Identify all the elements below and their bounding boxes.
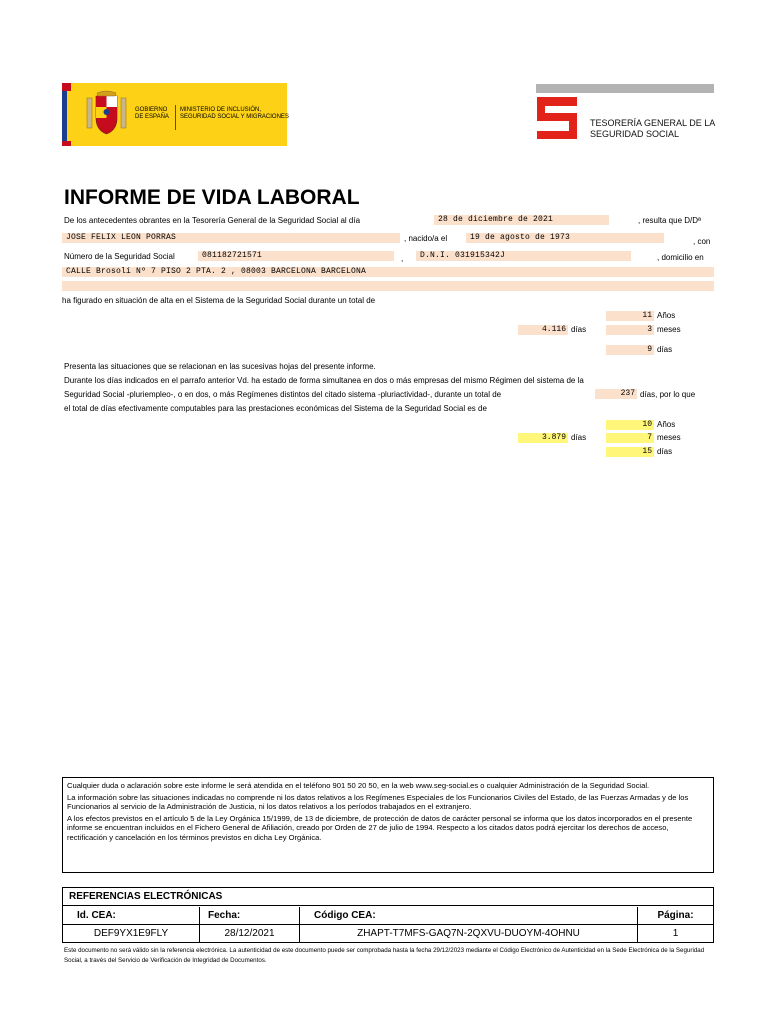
id-cea-header: Id. CEA:	[63, 907, 200, 925]
references-value-row	[63, 925, 713, 943]
fecha-value: 28/12/2021	[200, 925, 300, 943]
ministry-name: MINISTERIO DE INCLUSIÓN, SEGURIDAD SOCIAL Y MIGRACIONES	[180, 107, 289, 120]
references-title: REFERENCIAS ELECTRÓNICAS	[63, 888, 713, 906]
domicilio-label: , domicilio en	[657, 253, 704, 262]
tgss-name: TESORERÍA GENERAL DE LA SEGURIDAD SOCIAL	[590, 118, 715, 139]
ss-number-field: 081182721571	[198, 251, 394, 261]
contact-paragraph: Cualquier duda o aclaración sobre este informe le será atendida en el teléfono 901 50 20 50, en la web www.seg-social.es o cualquier Administración de la Seguridad Social.	[67, 781, 650, 790]
eff-rem-days-label: días	[657, 447, 673, 456]
validity-note: Este documento no será válido sin la referencia electrónica. La autenticidad de este documento puede ser comprobada hasta la fecha 29/12/2023 mediante el Código Electrónico de Autenticidad en la Sede Electrónica de la Seguridad Social, a través del Servicio de Verificación de Integridad de Documentos.	[64, 947, 705, 964]
privacy-paragraph: A los efectos previstos en el artículo 5 de la Ley Orgánica 15/1999, de 13 de diciembre, de protección de datos de carácter personal se informa que los datos incorporados en el presente informe se encuentran incluidos en el Fichero General de Afiliación, creado por Orden de 27 de julio de 1994. Respecto a los citados datos podrá ejercitar los derechos de acceso, rectificación y cancelación en los términos previstos en dicha Ley Orgánica.	[67, 813, 693, 842]
references-header-row	[63, 907, 713, 925]
electronic-references-table	[62, 887, 714, 943]
gov-name: GOBIERNO DE ESPAÑA	[135, 107, 169, 120]
government-logo	[62, 83, 287, 146]
flag-stripe-icon	[62, 83, 71, 146]
tgss-logo-icon	[535, 97, 579, 139]
eff-days-value: 3.879	[518, 433, 568, 443]
codigo-cea-header: Código CEA:	[300, 907, 638, 925]
eff-years-value: 10	[606, 420, 654, 430]
pagina-header: Página:	[638, 907, 713, 925]
computable-text: el total de días efectivamente computables para las prestaciones económicas del Sistema de la Seguridad Social es de	[64, 404, 487, 413]
scope-paragraph: La información sobre las situaciones indicadas no comprende ni los datos relativos a los Regímenes Especiales de los Funcionarios Civiles del Estado, de las Fuerzas Armadas y de los Funcionarios al servicio de la Administración de Justicia, ni los datos relativos a los períodos trabajados en el extranjero.	[67, 792, 689, 811]
report-date-field: 28 de diciembre de 2021	[434, 215, 609, 225]
pluriactividad-text: Seguridad Social -pluriempleo-, o en dos, o más Regímenes distintos del citado sistema -pluriactividad-, durante un total de	[64, 390, 502, 399]
total-years-value: 11	[606, 311, 654, 321]
ss-number-label: Número de la Seguridad Social	[64, 252, 175, 261]
birth-date-field: 19 de agosto de 1973	[466, 233, 664, 243]
fecha-header: Fecha:	[200, 907, 300, 925]
pluri-days-suffix: días, por lo que	[640, 390, 696, 399]
logo-divider	[175, 105, 176, 130]
page-title: INFORME DE VIDA LABORAL	[64, 186, 360, 209]
name-field: JOSE FELIX LEON PORRAS	[62, 233, 400, 243]
months-label: meses	[657, 325, 681, 334]
eff-months-value: 7	[606, 433, 654, 443]
coat-of-arms-icon	[84, 90, 129, 140]
eff-rem-days-value: 15	[606, 447, 654, 457]
total-rem-days-value: 9	[606, 345, 654, 355]
tgss-top-bar	[536, 84, 714, 93]
days-label: días	[571, 325, 587, 334]
dni-field: D.N.I. 031915342J	[416, 251, 631, 261]
info-box	[62, 777, 714, 873]
comma-text: ,	[401, 254, 404, 263]
born-label: , nacido/a el	[404, 234, 448, 243]
eff-days-label: días	[571, 433, 587, 442]
rem-days-label: días	[657, 345, 673, 354]
address-extra-field	[62, 281, 714, 291]
pagina-value: 1	[672, 928, 679, 939]
eff-months-label: meses	[657, 433, 681, 442]
situations-text: Presenta las situaciones que se relacionan en las sucesivas hojas del presente informe.	[64, 362, 376, 371]
resulta-text: , resulta que D/Dª	[638, 216, 701, 225]
pluriempleo-text: Durante los días indicados en el parrafo anterior Vd. ha estado de forma simultanea en dos o más empresas del mismo Régimen del sistema de la	[64, 376, 584, 385]
intro-text: De los antecedentes obrantes en la Tesorería General de la Seguridad Social al día	[64, 216, 361, 225]
address-field: CALLE Brosolí Nº 7 PISO 2 PTA. 2 , 08003 BARCELONA BARCELONA	[62, 267, 714, 277]
codigo-cea-value: ZHAPT-T7MFS-GAQ7N-2QXVU-DUOYM-4OHNU	[300, 925, 638, 943]
total-days-value: 4.116	[518, 325, 568, 335]
pluri-days-value: 237	[595, 389, 637, 399]
eff-years-label: Años	[657, 420, 676, 429]
total-months-value: 3	[606, 325, 654, 335]
con-label: , con	[693, 237, 711, 246]
alta-text: ha figurado en situación de alta en el Sistema de la Seguridad Social durante un total de	[62, 296, 376, 305]
years-label: Años	[657, 311, 676, 320]
id-cea-value: DEF9YX1E9FLY	[63, 925, 200, 943]
